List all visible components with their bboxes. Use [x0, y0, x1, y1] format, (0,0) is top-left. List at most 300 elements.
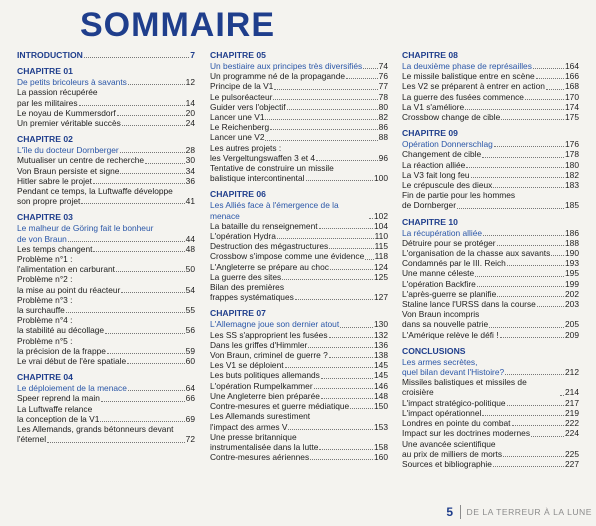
chapter-title-entry	[17, 145, 195, 155]
entry-page-number: 178	[565, 149, 579, 160]
dot-leader	[79, 105, 185, 106]
entry-page-number: 188	[565, 237, 579, 248]
dot-leader	[122, 125, 185, 126]
toc-entry	[402, 459, 579, 469]
toc-entry	[210, 71, 388, 81]
entry-page-number: 59	[185, 345, 195, 356]
dot-leader	[116, 271, 185, 272]
toc-entry-line	[17, 186, 195, 196]
entry-page-number: 12	[185, 77, 195, 88]
entry-page-number: 118	[374, 251, 388, 262]
chapter-title-entry	[402, 139, 579, 149]
entry-page-number: 183	[565, 180, 579, 191]
entry-title: Bilan des premières	[210, 282, 285, 293]
toc-entry	[402, 238, 579, 248]
chapter-heading: CHAPITRE 04	[17, 372, 73, 383]
entry-title: Hitler sabre le projet	[17, 175, 92, 186]
entry-title: Von Braun incompris	[402, 309, 480, 320]
toc-entry	[210, 452, 388, 462]
dot-leader	[316, 160, 378, 161]
entry-page-number: 74	[378, 61, 388, 71]
entry-title: La V3 fait long feu	[402, 169, 470, 180]
chapter-heading: CHAPITRE 07	[210, 308, 266, 319]
entry-title: Le pulsoréacteur	[210, 91, 273, 102]
entry-page-number: 160	[374, 452, 388, 463]
dot-leader	[287, 109, 378, 110]
entry-title: Tentative de construire un missile	[210, 163, 334, 174]
toc-entry-line	[402, 190, 579, 200]
toc-entry	[210, 381, 388, 391]
dot-leader	[270, 129, 378, 130]
entry-page-number: 182	[565, 169, 579, 180]
dot-leader	[551, 255, 564, 256]
entry-title: au prix de milliers de morts	[402, 448, 503, 459]
toc-entry	[402, 170, 579, 180]
dot-leader	[105, 333, 185, 334]
chapter-title-entry	[17, 234, 195, 244]
dot-leader	[285, 367, 373, 368]
dot-leader	[127, 363, 185, 364]
toc-entry	[210, 292, 388, 302]
entry-page-number: 54	[185, 284, 195, 295]
toc-entry	[210, 153, 388, 163]
entry-title: Les Alliés face à l'émergence de la menace	[210, 200, 339, 221]
toc-entry	[210, 340, 388, 350]
toc-entry	[210, 350, 388, 360]
toc-entry-line	[210, 411, 388, 421]
entry-page-number: 205	[565, 319, 579, 330]
entry-page-number: 212	[565, 367, 579, 378]
entry-title: la mise au point du réacteur	[17, 284, 121, 295]
entry-title: La passion récupérée	[17, 87, 98, 98]
toc-entry-line	[17, 424, 195, 434]
entry-page-number: 190	[565, 248, 579, 259]
dot-leader	[493, 466, 564, 467]
toc-entry	[210, 330, 388, 340]
toc-entry-line	[210, 432, 388, 442]
dot-leader	[497, 245, 564, 246]
toc-entry	[402, 112, 579, 122]
entry-title: Une manne céleste	[402, 268, 475, 279]
entry-title: Opération Donnerschlag	[402, 139, 493, 150]
dot-leader	[66, 312, 185, 313]
toc-entry-line	[210, 163, 388, 173]
entry-page-number: 146	[374, 380, 388, 391]
toc-entry	[210, 401, 388, 411]
toc-entry	[402, 299, 579, 309]
chapter-title-entry	[17, 77, 195, 87]
dot-leader	[68, 241, 185, 242]
dot-leader	[330, 269, 373, 270]
entry-page-number: 48	[185, 243, 195, 254]
toc-entry	[17, 244, 195, 254]
entry-title: L'opération Rumpelkammer	[210, 380, 313, 391]
entry-title: Problème n°3 :	[17, 294, 73, 305]
dot-leader	[101, 401, 185, 402]
entry-title: La réaction alliée	[402, 159, 466, 170]
entry-title: Un programme né de la propagande	[210, 71, 346, 82]
chapter-heading: CHAPITRE 10	[402, 216, 458, 227]
entry-page-number: 186	[565, 227, 579, 238]
entry-page-number: 44	[185, 233, 195, 244]
dot-leader	[505, 374, 564, 375]
chapter-title-entry	[210, 61, 388, 71]
dot-leader	[128, 84, 185, 85]
toc-entry-line	[17, 295, 195, 305]
entry-title: Les armes secrètes,	[402, 356, 478, 367]
entry-title: INTRODUCTION	[17, 50, 83, 60]
entry-title: L'Angleterre se prépare au choc	[210, 261, 329, 272]
toc-entry	[402, 102, 579, 112]
toc-entry	[210, 231, 388, 241]
entry-title: L'opération Hydra	[210, 231, 276, 242]
dot-leader	[81, 203, 184, 204]
chapter-heading: CHAPITRE 05	[210, 50, 266, 60]
entry-title: par les militaires	[17, 97, 78, 108]
footer-divider	[460, 505, 461, 519]
chapter-title-entry	[210, 200, 388, 220]
toc-entry	[402, 149, 579, 159]
entry-title: Les SS s'approprient les fusées	[210, 329, 328, 340]
entry-page-number: 193	[565, 258, 579, 269]
entry-title: La bataille du renseignement	[210, 220, 318, 231]
entry-title: Mutualiser un centre de recherche	[17, 155, 145, 166]
entry-page-number: 130	[374, 319, 388, 330]
entry-title: l'éternel	[17, 434, 47, 445]
toc-entry	[210, 173, 388, 183]
entry-title: L'île du docteur Dornberger	[17, 145, 119, 156]
entry-title: Changement de cible	[402, 149, 482, 160]
toc-entry	[402, 418, 579, 428]
entry-title: Détruire pour se protéger	[402, 237, 496, 248]
entry-title: La récupération alliée	[402, 227, 483, 238]
entry-page-number: 80	[378, 101, 388, 112]
entry-page-number: 55	[185, 305, 195, 316]
entry-title: La Luftwaffe relance	[17, 403, 93, 414]
entry-page-number: 82	[378, 112, 388, 123]
chapter-title-entry	[402, 61, 579, 71]
entry-page-number: 164	[565, 61, 579, 71]
toc-entry-line	[17, 87, 195, 97]
entry-title: Destruction des mégastructures	[210, 241, 329, 252]
entry-title: Londres en pointe du combat	[402, 418, 511, 429]
dot-leader	[546, 89, 564, 90]
entry-page-number: 56	[185, 325, 195, 336]
entry-title: Le déploiement de la menace	[17, 383, 127, 394]
entry-page-number: 203	[565, 299, 579, 310]
toc-entry	[17, 346, 195, 356]
entry-title: Crossbow s'impose comme une évidence	[210, 251, 365, 262]
dot-leader	[107, 353, 185, 354]
entry-title: Un bestiaire aux principes très diversifiés	[210, 61, 363, 71]
toc-entry	[210, 122, 388, 132]
entry-page-number: 20	[185, 107, 195, 118]
entry-title: De petits bricoleurs à savants	[17, 77, 127, 88]
toc-entry	[402, 81, 579, 91]
toc-entry	[210, 262, 388, 272]
entry-title: Contre-mesures aériennes	[210, 452, 310, 463]
toc-entry	[210, 370, 388, 380]
dot-leader	[145, 163, 185, 164]
dot-leader	[363, 68, 377, 69]
dot-leader	[93, 183, 185, 184]
chapter-heading: CHAPITRE 02	[17, 134, 73, 145]
dot-leader	[493, 187, 564, 188]
entry-title: Problème n°2 :	[17, 274, 73, 285]
entry-title: la surchauffe	[17, 305, 65, 316]
toc-entry	[402, 398, 579, 408]
entry-page-number: 132	[374, 329, 388, 340]
dot-leader	[93, 251, 184, 252]
entry-page-number: 224	[565, 428, 579, 439]
entry-page-number: 170	[565, 91, 579, 102]
chapter-title-entry	[402, 228, 579, 238]
entry-title: les Vergeltungswaffen 3 et 4	[210, 152, 316, 163]
dot-leader	[277, 238, 374, 239]
toc-entry	[210, 81, 388, 91]
entry-title: Le malheur de Göring fait le bonheur	[17, 223, 154, 234]
entry-page-number: 66	[185, 393, 195, 404]
entry-page-number: 195	[565, 268, 579, 279]
toc-entry	[17, 166, 195, 176]
entry-title: Le vrai début de l'ère spatiale	[17, 356, 127, 367]
chapter-title-entry	[402, 367, 579, 377]
toc-entry	[17, 108, 195, 118]
dot-leader	[497, 296, 564, 297]
entry-title: Staline lance l'URSS dans la course	[402, 299, 536, 310]
entry-page-number: 69	[185, 413, 195, 424]
entry-title: Problème n°1 :	[17, 254, 73, 265]
entry-title: la précision de la frappe	[17, 345, 106, 356]
dot-leader	[512, 425, 565, 426]
dot-leader	[310, 459, 373, 460]
entry-page-number: 145	[374, 370, 388, 381]
dot-leader	[128, 390, 185, 391]
dot-leader	[282, 279, 373, 280]
entry-title: Le noyau de Kummersdorf	[17, 107, 116, 118]
dot-leader	[482, 157, 564, 158]
chapter-heading: CONCLUSIONS	[402, 345, 466, 356]
entry-title: Les Allemands, grands bétonneurs devant	[17, 424, 174, 435]
toc-entry	[402, 248, 579, 258]
entry-page-number: 209	[565, 329, 579, 340]
chapter-title-line	[17, 223, 195, 233]
dot-leader	[265, 140, 377, 141]
dot-leader	[273, 99, 377, 100]
entry-title: la stabilité au décollage	[17, 325, 105, 336]
entry-title: Un premier véritable succès	[17, 118, 121, 129]
dot-leader	[120, 173, 184, 174]
entry-page-number: 180	[565, 159, 579, 170]
dot-leader	[329, 337, 373, 338]
page-number: 5	[446, 505, 454, 519]
entry-title: Les V2 se préparent à entrer en action	[402, 81, 545, 92]
dot-leader	[340, 327, 373, 328]
toc-entry	[210, 102, 388, 112]
dot-leader	[500, 337, 564, 338]
entry-page-number: 76	[378, 71, 388, 82]
chapter-heading: CHAPITRE 01	[17, 66, 73, 77]
entry-title: L'Allemagne joue son dernier atout	[210, 319, 340, 330]
entry-page-number: 64	[185, 383, 195, 394]
toc-entry	[17, 325, 195, 335]
dot-leader	[560, 395, 564, 396]
toc-entry	[210, 112, 388, 122]
dot-leader	[121, 292, 184, 293]
entry-title: L'opération Backfire	[402, 278, 476, 289]
dot-leader	[321, 398, 373, 399]
entry-page-number: 24	[185, 118, 195, 129]
entry-page-number: 175	[565, 112, 579, 123]
entry-title: Une presse britannique	[210, 431, 297, 442]
entry-title: Von Braun persiste et signe	[17, 165, 120, 176]
entry-page-number: 217	[565, 397, 579, 408]
toc-entry	[210, 422, 388, 432]
dot-leader	[117, 115, 185, 116]
entry-title: Von Braun, criminel de guerre ?	[210, 350, 328, 361]
entry-title: la conception de la V1	[17, 413, 100, 424]
toc-entry	[402, 268, 579, 278]
entry-page-number: 34	[185, 165, 195, 176]
entry-title: L'Amérique relève le défi !	[402, 329, 499, 340]
toc-entry	[402, 180, 579, 190]
dot-leader	[477, 286, 564, 287]
entry-page-number: 199	[565, 278, 579, 289]
entry-title: Les buts politiques allemands	[210, 370, 320, 381]
chapter-heading: CHAPITRE 03	[17, 212, 73, 223]
entry-page-number: 14	[185, 97, 195, 108]
entry-page-number: 60	[185, 356, 195, 367]
toc-entry	[402, 71, 579, 81]
entry-title: instrumentalisée dans la lutte	[210, 441, 319, 452]
toc-entry	[210, 360, 388, 370]
entry-title: Le crépuscule des dieux	[402, 180, 493, 191]
entry-title: l'alimentation en carburant	[17, 264, 115, 275]
toc-column-1	[17, 50, 195, 445]
entry-title: de von Braun	[17, 233, 67, 244]
toc-entry	[17, 434, 195, 444]
entry-title: Les temps changent	[17, 243, 93, 254]
dot-leader	[475, 276, 564, 277]
entry-page-number: 7	[190, 50, 195, 60]
entry-page-number: 50	[185, 264, 195, 275]
dot-leader	[329, 248, 373, 249]
dot-leader	[329, 357, 373, 358]
entry-page-number: 150	[374, 401, 388, 412]
entry-page-number: 153	[374, 421, 388, 432]
entry-page-number: 136	[374, 339, 388, 350]
entry-title: L'après-guerre se planifie	[402, 288, 497, 299]
entry-title: l'impact des armes V	[210, 421, 288, 432]
toc-column-3	[402, 50, 579, 469]
dot-leader	[503, 456, 564, 457]
entry-title: Une Angleterre bien préparée	[210, 390, 320, 401]
entry-title: Dans les griffes d'Himmler	[210, 339, 308, 350]
toc-entry	[210, 442, 388, 452]
entry-page-number: 168	[565, 81, 579, 92]
page-footer	[446, 504, 596, 520]
entry-page-number: 125	[374, 271, 388, 282]
entry-page-number: 214	[565, 387, 579, 398]
toc-entry	[402, 92, 579, 102]
dot-leader	[494, 146, 564, 147]
dot-leader	[537, 306, 564, 307]
toc-entry	[402, 449, 579, 459]
entry-page-number: 100	[374, 173, 388, 184]
toc-entry	[210, 92, 388, 102]
toc-entry-line	[210, 143, 388, 153]
dot-leader	[47, 442, 185, 443]
dot-leader	[482, 415, 564, 416]
entry-title: frappes systématiques	[210, 292, 294, 303]
dot-leader	[536, 78, 564, 79]
toc-entry	[402, 258, 579, 268]
entry-title: de Dornberger	[402, 200, 457, 211]
entry-page-number: 185	[565, 200, 579, 211]
entry-title: Les autres projets :	[210, 142, 282, 153]
entry-title: quel bilan devant l'Histoire?	[402, 367, 505, 378]
toc-entry	[402, 377, 579, 397]
dot-leader	[507, 265, 564, 266]
dot-leader	[346, 78, 378, 79]
entry-title: Le missile balistique entre en scène	[402, 71, 535, 82]
entry-page-number: 72	[185, 434, 195, 445]
entry-page-number: 30	[185, 155, 195, 166]
dot-leader	[365, 259, 373, 260]
entry-page-number: 127	[374, 292, 388, 303]
entry-page-number: 227	[565, 458, 579, 469]
entry-title: Contre-mesures et guerre médiatique	[210, 401, 350, 412]
dot-leader	[319, 449, 373, 450]
dot-leader	[457, 208, 564, 209]
toc-entry-line	[210, 282, 388, 292]
dot-leader	[306, 180, 374, 181]
chapter-title-entry	[17, 383, 195, 393]
dot-leader	[321, 378, 373, 379]
toc-entry-line	[17, 254, 195, 264]
toc-entry	[210, 251, 388, 261]
toc-entry	[17, 393, 195, 403]
entry-title: Les Allemands surestiment	[210, 411, 311, 422]
dot-leader	[531, 436, 564, 437]
entry-title: Fin de partie pour les hommes	[402, 190, 516, 201]
entry-page-number: 96	[378, 152, 388, 163]
entry-title: Sources et bibliographie	[402, 458, 492, 469]
dot-leader	[288, 429, 373, 430]
entry-title: Les V1 se déploient	[210, 360, 284, 371]
toc-entry	[17, 155, 195, 165]
toc-entry	[210, 132, 388, 142]
toc-entry	[210, 272, 388, 282]
toc-entry	[402, 428, 579, 438]
entry-title: balistique intercontinental	[210, 173, 305, 184]
entry-page-number: 145	[374, 360, 388, 371]
entry-page-number: 176	[565, 139, 579, 150]
dot-leader	[314, 388, 373, 389]
entry-page-number: 138	[374, 350, 388, 361]
entry-title: Une avancée scientifique	[402, 438, 496, 449]
entry-title: dans sa nouvelle patrie	[402, 319, 489, 330]
entry-title: La deuxième phase de représailles	[402, 61, 532, 71]
entry-title: Problème n°4 :	[17, 315, 73, 326]
entry-title: Guider vers l'objectif	[210, 101, 286, 112]
entry-title: son propre projet	[17, 196, 81, 207]
entry-page-number: 88	[378, 132, 388, 143]
toc-entry-line	[17, 274, 195, 284]
entry-title: Lancer une V1	[210, 112, 265, 123]
dot-leader	[319, 228, 373, 229]
entry-page-number: 102	[374, 210, 388, 221]
